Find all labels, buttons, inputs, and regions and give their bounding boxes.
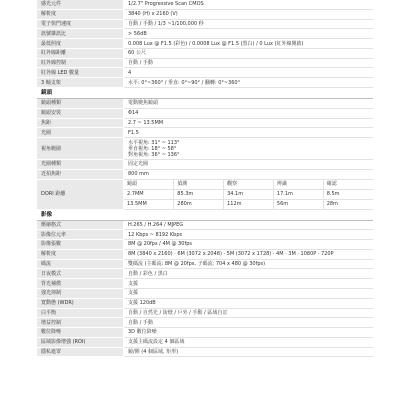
- spec-value: 電動變焦鏡頭: [124, 99, 374, 109]
- dori-cell: 2.7MM: [124, 189, 174, 199]
- spec-value: 8M (3840 x 2160) · 6M (3072 x 2048) · 5M (3072 x 1728) · 4M · 3M · 1080P · 720P: [124, 249, 374, 259]
- dori-header-row: [124, 180, 373, 190]
- spec-label: 3 軸支架: [37, 78, 124, 88]
- dori-cell: 17.1m: [273, 189, 323, 199]
- spec-label: 紅外線距離: [37, 48, 124, 58]
- spec-value-fov: [124, 138, 374, 160]
- dori-row: [124, 199, 373, 209]
- spec-row: [37, 337, 373, 347]
- spec-row: [37, 249, 373, 259]
- spec-label: 訊號雜訊比: [37, 29, 124, 39]
- section-header-video: [37, 209, 373, 220]
- spec-value: > 56dB: [124, 29, 374, 39]
- spec-label: 數位降噪: [37, 328, 124, 338]
- spec-value: 雙碼流 (主碼流: 8M @ 20fps, 子碼流: 704 x 480 @ 30fps): [124, 259, 374, 269]
- spec-value: 1/2.7" Progressive Scan CMOS: [124, 0, 374, 9]
- spec-label: 壓縮格式: [37, 220, 124, 230]
- spec-row: [37, 39, 373, 49]
- section-title-lens: 鏡頭: [37, 88, 373, 99]
- spec-label: 強光抑制: [37, 288, 124, 298]
- spec-row: [37, 108, 373, 118]
- spec-value: 自動 / 彩色 / 黑白: [124, 269, 374, 279]
- spec-value: 60 公尺: [124, 48, 374, 58]
- spec-row: [37, 220, 373, 230]
- spec-row: [37, 279, 373, 289]
- spec-label: 感光元件: [37, 0, 124, 9]
- spec-row-fov: [37, 138, 373, 160]
- fov-diagonal: 對角視角: 36° ~ 136°: [128, 151, 180, 158]
- dori-cell: 8.5m: [323, 189, 373, 199]
- section-header-lens: [37, 88, 373, 99]
- spec-value: 自動 / 手動 / 1/3 ~1/100,000 秒: [124, 19, 374, 29]
- fov-horizontal: 水平視角: 31° ~ 113°: [128, 139, 180, 146]
- spec-label: 紅外線控制: [37, 58, 124, 68]
- spec-row: [37, 240, 373, 250]
- spec-row: [37, 48, 373, 58]
- spec-value: 支援主碼流設定 4 個區域: [124, 337, 374, 347]
- spec-label: 焦距: [37, 118, 124, 128]
- spec-value: 支援: [124, 288, 374, 298]
- spec-label: 增益控制: [37, 318, 124, 328]
- dori-cell: 28m: [323, 199, 373, 209]
- spec-label: 影像位元率: [37, 230, 124, 240]
- spec-row: [37, 128, 373, 138]
- spec-value: 800 mm: [124, 169, 374, 179]
- spec-row: [37, 118, 373, 128]
- dori-cell: 280m: [174, 199, 224, 209]
- spec-label: 視角範圍: [37, 138, 124, 160]
- spec-row-min-distance: [37, 169, 373, 179]
- spec-value: 3840 (H) x 2160 (V): [124, 9, 374, 19]
- fov-vertical: 垂直視角: 18° ~ 58°: [128, 145, 177, 152]
- spec-value: 12 Kbps ~ 8192 Kbps: [124, 230, 374, 240]
- spec-row: [37, 99, 373, 109]
- spec-row: [37, 259, 373, 269]
- lens-extra: [37, 138, 373, 209]
- spec-label: 鏡頭安裝: [37, 108, 124, 118]
- dori-container: [124, 179, 374, 209]
- spec-label: 區域影像增強 (ROI): [37, 337, 124, 347]
- spec-value: F1.5: [124, 128, 374, 138]
- spec-value: 自動 / 自然光 / 街燈 / 戶外 / 手動 / 區域自訂: [124, 308, 374, 318]
- spec-value: Φ14: [124, 108, 374, 118]
- spec-label: 光圈種類: [37, 159, 124, 169]
- lens-section: [37, 88, 373, 99]
- spec-value: 0.008 Lux @ F1.5 (彩色) / 0.0008 Lux @ F1.5 (黑白) / 0 Lux (紅外線開啟): [124, 39, 374, 49]
- spec-label: 寬動態 (WDR): [37, 298, 124, 308]
- spec-row: [37, 288, 373, 298]
- spec-row: [37, 19, 373, 29]
- spec-label: 碼流: [37, 259, 124, 269]
- dori-header: 偵測: [174, 180, 224, 190]
- spec-value: 固定光圈: [124, 159, 374, 169]
- spec-row: [37, 0, 373, 9]
- section-title-video: 影像: [37, 209, 373, 220]
- lens-rows: [37, 99, 373, 138]
- spec-row: [37, 58, 373, 68]
- spec-value: 3D 數位降噪: [124, 328, 374, 338]
- spec-value: 水平: 0°~360° / 垂直: 0°~90° / 翻轉: 0°~360°: [124, 78, 374, 88]
- dori-header: 辨識: [273, 180, 323, 190]
- video-section: [37, 209, 373, 220]
- spec-table: [37, 0, 373, 357]
- spec-value: 自動 / 手動: [124, 318, 374, 328]
- spec-label: 光圈: [37, 128, 124, 138]
- spec-value: 2.7 ~ 13.5MM: [124, 118, 374, 128]
- video-rows: [37, 220, 373, 357]
- dori-header: 觀察: [224, 180, 274, 190]
- dori-row: [124, 189, 373, 199]
- dori-cell: 112m: [224, 199, 274, 209]
- spec-label: 日夜模式: [37, 269, 124, 279]
- dori-table: [124, 180, 373, 209]
- spec-value: 自動 / 手動: [124, 58, 374, 68]
- spec-value: 支援 120dB: [124, 298, 374, 308]
- spec-row: [37, 9, 373, 19]
- spec-row: [37, 78, 373, 88]
- dori-header: 鏡頭: [124, 180, 174, 190]
- spec-row: [37, 318, 373, 328]
- spec-label: 解析度: [37, 249, 124, 259]
- spec-label: 白平衡: [37, 308, 124, 318]
- spec-label: 背光補償: [37, 279, 124, 289]
- spec-label: 近拍焦距: [37, 169, 124, 179]
- spec-label: 解析度: [37, 9, 124, 19]
- spec-value: 支援: [124, 279, 374, 289]
- spec-label: 影像張數: [37, 240, 124, 250]
- spec-row: [37, 298, 373, 308]
- sensor-section: [37, 0, 373, 88]
- spec-value: 4: [124, 68, 374, 78]
- dori-cell: 56m: [273, 199, 323, 209]
- spec-row: [37, 347, 373, 357]
- spec-row: [37, 328, 373, 338]
- spec-row: [37, 68, 373, 78]
- spec-row-iris: [37, 159, 373, 169]
- spec-label: 最低照度: [37, 39, 124, 49]
- dori-cell: 34.1m: [224, 189, 274, 199]
- spec-label: 紅外線 LED 數量: [37, 68, 124, 78]
- spec-value: 鏡/開 (4 個區域, 矩形): [124, 347, 374, 357]
- spec-row: [37, 269, 373, 279]
- spec-label: DORI 距離: [37, 179, 124, 209]
- spec-row-dori: [37, 179, 373, 209]
- spec-value: H.265 / H.264 / MJPEG: [124, 220, 374, 230]
- spec-row: [37, 308, 373, 318]
- dori-cell: 85.3m: [174, 189, 224, 199]
- spec-label: 電子快門速度: [37, 19, 124, 29]
- spec-row: [37, 29, 373, 39]
- spec-row: [37, 230, 373, 240]
- spec-value: 8M @ 20fps / 4M @ 30fps: [124, 240, 374, 250]
- dori-cell: 13.5MM: [124, 199, 174, 209]
- dori-header: 確認: [323, 180, 373, 190]
- spec-label: 鏡頭種類: [37, 99, 124, 109]
- spec-label: 隱私遮罩: [37, 347, 124, 357]
